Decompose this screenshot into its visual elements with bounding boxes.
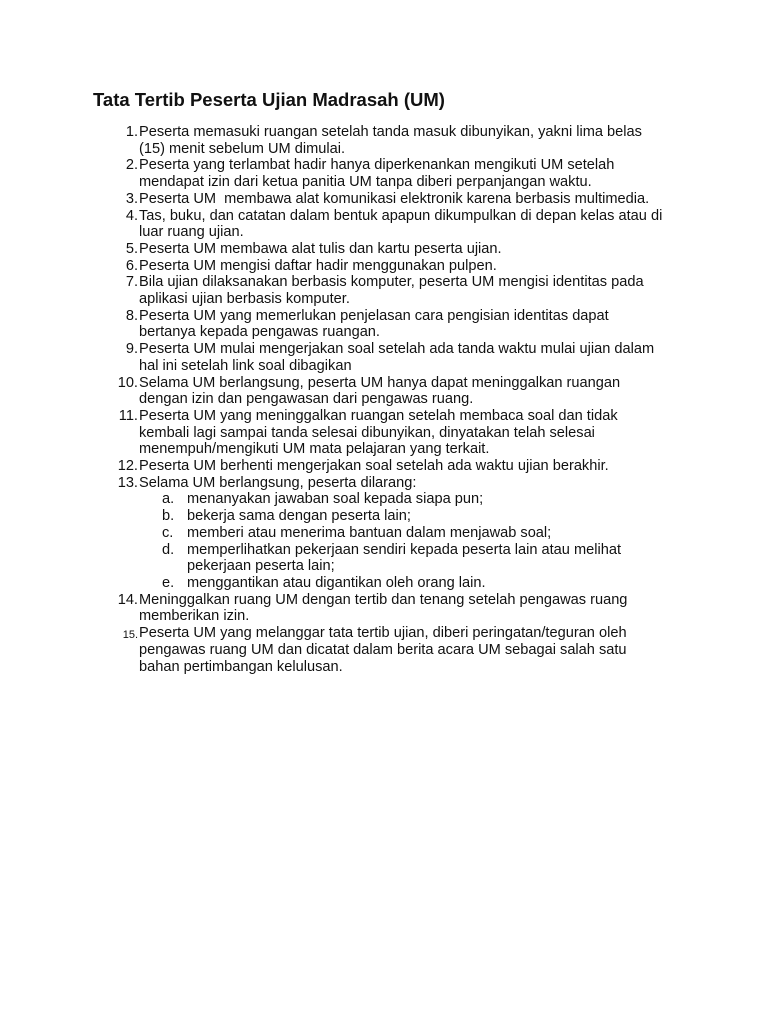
rule-text: Selama UM berlangsung, peserta UM hanya dapat meninggalkan ruangan dengan izin dan pengawasan dari pengawas ruang. — [139, 374, 621, 408]
rule-number: 3. — [125, 190, 138, 207]
rule-text: Tas, buku, dan catatan dalam bentuk apapun dikumpulkan di depan kelas atau di luar ruang ujian. — [139, 207, 663, 241]
rules-list — [107, 124, 667, 675]
document-title: Tata Tertib Peserta Ujian Madrasah (UM) — [93, 89, 445, 110]
rule-item-10 — [107, 375, 667, 408]
sub-letter: b. — [162, 508, 175, 525]
rule-item-1 — [107, 124, 667, 157]
rule-item-7 — [107, 274, 667, 307]
sub-letter: e. — [162, 574, 175, 591]
rule-item-9 — [107, 341, 667, 374]
rule-text: Selama UM berlangsung, peserta dilarang: — [139, 474, 417, 491]
rule-item-15 — [107, 625, 667, 675]
sub-text: menggantikan atau digantikan oleh orang lain. — [187, 574, 486, 591]
rule-text: Peserta UM yang meninggalkan ruangan setelah membaca soal dan tidak kembali lagi sampai tanda selesai dibunyikan, dinyatakan telah selesai menempuh/mengikuti UM mata pelajaran yang terkait. — [139, 407, 618, 458]
sub-letter: c. — [162, 524, 174, 541]
rule-text: Peserta UM membawa alat tulis dan kartu peserta ujian. — [139, 240, 502, 257]
sub-item-d — [139, 542, 667, 575]
rule-text: Peserta UM membawa alat komunikasi elektronik karena berbasis multimedia. — [139, 190, 650, 207]
rule-number: 5. — [125, 240, 138, 257]
sub-text: bekerja sama dengan peserta lain; — [187, 508, 411, 525]
rule-number: 6. — [125, 257, 138, 274]
sub-item-c — [139, 525, 667, 542]
rule-number: 1. — [125, 124, 138, 140]
rule-item-2 — [107, 157, 667, 190]
rule-text: Peserta yang terlambat hadir hanya diperkenankan mengikuti UM setelah mendapat izin dari ketua panitia UM tanpa diberi perpanjangan waktu. — [139, 157, 615, 191]
sub-text: menanyakan jawaban soal kepada siapa pun; — [187, 491, 484, 508]
rule-item-6 — [107, 258, 667, 275]
rule-item-3 — [107, 191, 667, 208]
rule-number: 13. — [117, 474, 138, 491]
rule-number: 11. — [118, 407, 138, 424]
rule-number: 7. — [125, 274, 138, 291]
sub-letter: a. — [162, 491, 175, 508]
rule-text: Meninggalkan ruang UM dengan tertib dan tenang setelah pengawas ruang memberikan izin. — [139, 591, 628, 625]
rule-text: Peserta memasuki ruangan setelah tanda masuk dibunyikan, yakni lima belas (15) menit sebelum UM dimulai. — [139, 124, 642, 157]
sub-item-b — [139, 508, 667, 525]
rule-number: 2. — [125, 157, 138, 174]
sub-item-e — [139, 575, 667, 592]
rule-text: Peserta UM yang melanggar tata tertib ujian, diberi peringatan/teguran oleh pengawas ruang UM dan dicatat dalam berita acara UM sebagai salah satu bahan pertimbangan kelulusan. — [139, 625, 627, 675]
rule-number: 9. — [125, 341, 138, 358]
rule-13-sublist — [139, 491, 667, 591]
rule-item-8 — [107, 308, 667, 341]
rule-number: 8. — [125, 307, 138, 324]
rule-item-5 — [107, 241, 667, 258]
rule-text: Peserta UM mengisi daftar hadir menggunakan pulpen. — [139, 257, 497, 274]
rule-item-11 — [107, 408, 667, 458]
sub-letter: d. — [162, 541, 175, 558]
rule-number: 12. — [117, 458, 138, 475]
rule-number: 15. — [122, 629, 138, 642]
rule-text: Peserta UM berhenti mengerjakan soal setelah ada waktu ujian berakhir. — [139, 458, 609, 475]
rule-text: Bila ujian dilaksanakan berbasis komputer, peserta UM mengisi identitas pada aplikasi ujian berbasis komputer. — [139, 274, 644, 308]
rule-number: 10. — [117, 374, 138, 391]
rule-item-13 — [107, 475, 667, 592]
rule-item-14 — [107, 592, 667, 625]
rule-item-4 — [107, 208, 667, 241]
sub-item-a — [139, 491, 667, 508]
sub-text: memberi atau menerima bantuan dalam menjawab soal; — [187, 524, 552, 541]
rule-text: Peserta UM yang memerlukan penjelasan cara pengisian identitas dapat bertanya kepada pengawas ruangan. — [139, 307, 609, 341]
rule-text: Peserta UM mulai mengerjakan soal setelah ada tanda waktu mulai ujian dalam hal ini setelah link soal dibagikan — [139, 341, 655, 374]
rule-item-12 — [107, 458, 667, 475]
rule-number: 14. — [117, 591, 138, 608]
sub-text: memperlihatkan pekerjaan sendiri kepada peserta lain atau melihat pekerjaan peserta lain; — [187, 541, 622, 575]
rule-number: 4. — [125, 207, 138, 224]
